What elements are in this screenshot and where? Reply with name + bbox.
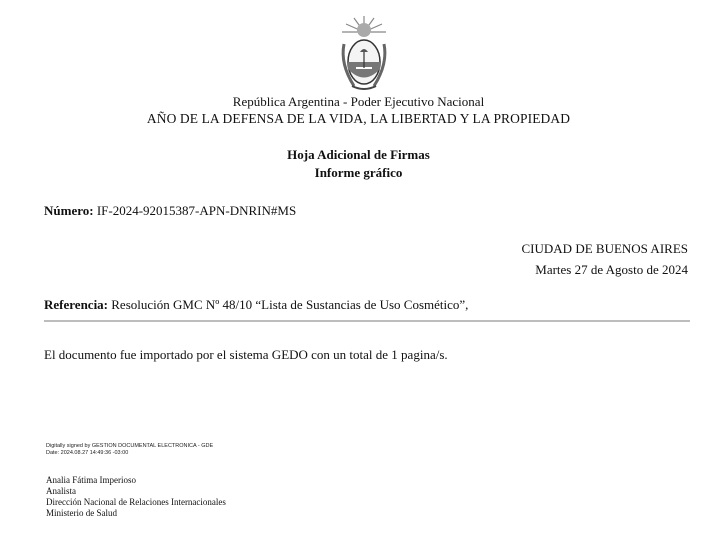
document-number-value: IF-2024-92015387-APN-DNRIN#MS	[96, 203, 297, 218]
document-reference	[44, 297, 468, 313]
document-title: Hoja Adicional de Firmas	[287, 147, 430, 162]
signer-ministry: Ministerio de Salud	[46, 508, 117, 518]
document-city: CIUDAD DE BUENOS AIRES	[521, 241, 688, 256]
reference-label: Referencia:	[44, 297, 109, 312]
document-body: El documento fue importado por el sistema GEDO con un total de 1 pagina/s.	[44, 347, 448, 362]
digital-signature-stamp	[46, 443, 213, 457]
signer-role: Analista	[46, 486, 76, 496]
document-number-label: Número:	[44, 203, 94, 218]
signer-name: Analia Fátima Imperioso	[46, 475, 136, 485]
signer-department: Dirección Nacional de Relaciones Internacionales	[46, 497, 226, 507]
signature-signed-by: Digitally signed by GESTION DOCUMENTAL ELECTRONICA - GDE	[46, 443, 214, 449]
document-subtitle: Informe gráfico	[314, 165, 403, 180]
signer-block	[46, 475, 226, 519]
year-motto: AÑO DE LA DEFENSA DE LA VIDA, LA LIBERTAD Y LA PROPIEDAD	[146, 111, 571, 126]
reference-value: Resolución GMC Nº 48/10 “Lista de Sustancias de Uso Cosmético”,	[111, 297, 469, 312]
argentina-coat-of-arms-icon	[336, 14, 392, 94]
government-header: República Argentina - Poder Ejecutivo Nacional	[232, 94, 485, 109]
signature-date: Date: 2024.08.27 14:49:36 -03:00	[46, 450, 129, 456]
divider	[44, 320, 690, 322]
document-number	[44, 203, 296, 219]
document-date: Martes 27 de Agosto de 2024	[535, 262, 688, 277]
